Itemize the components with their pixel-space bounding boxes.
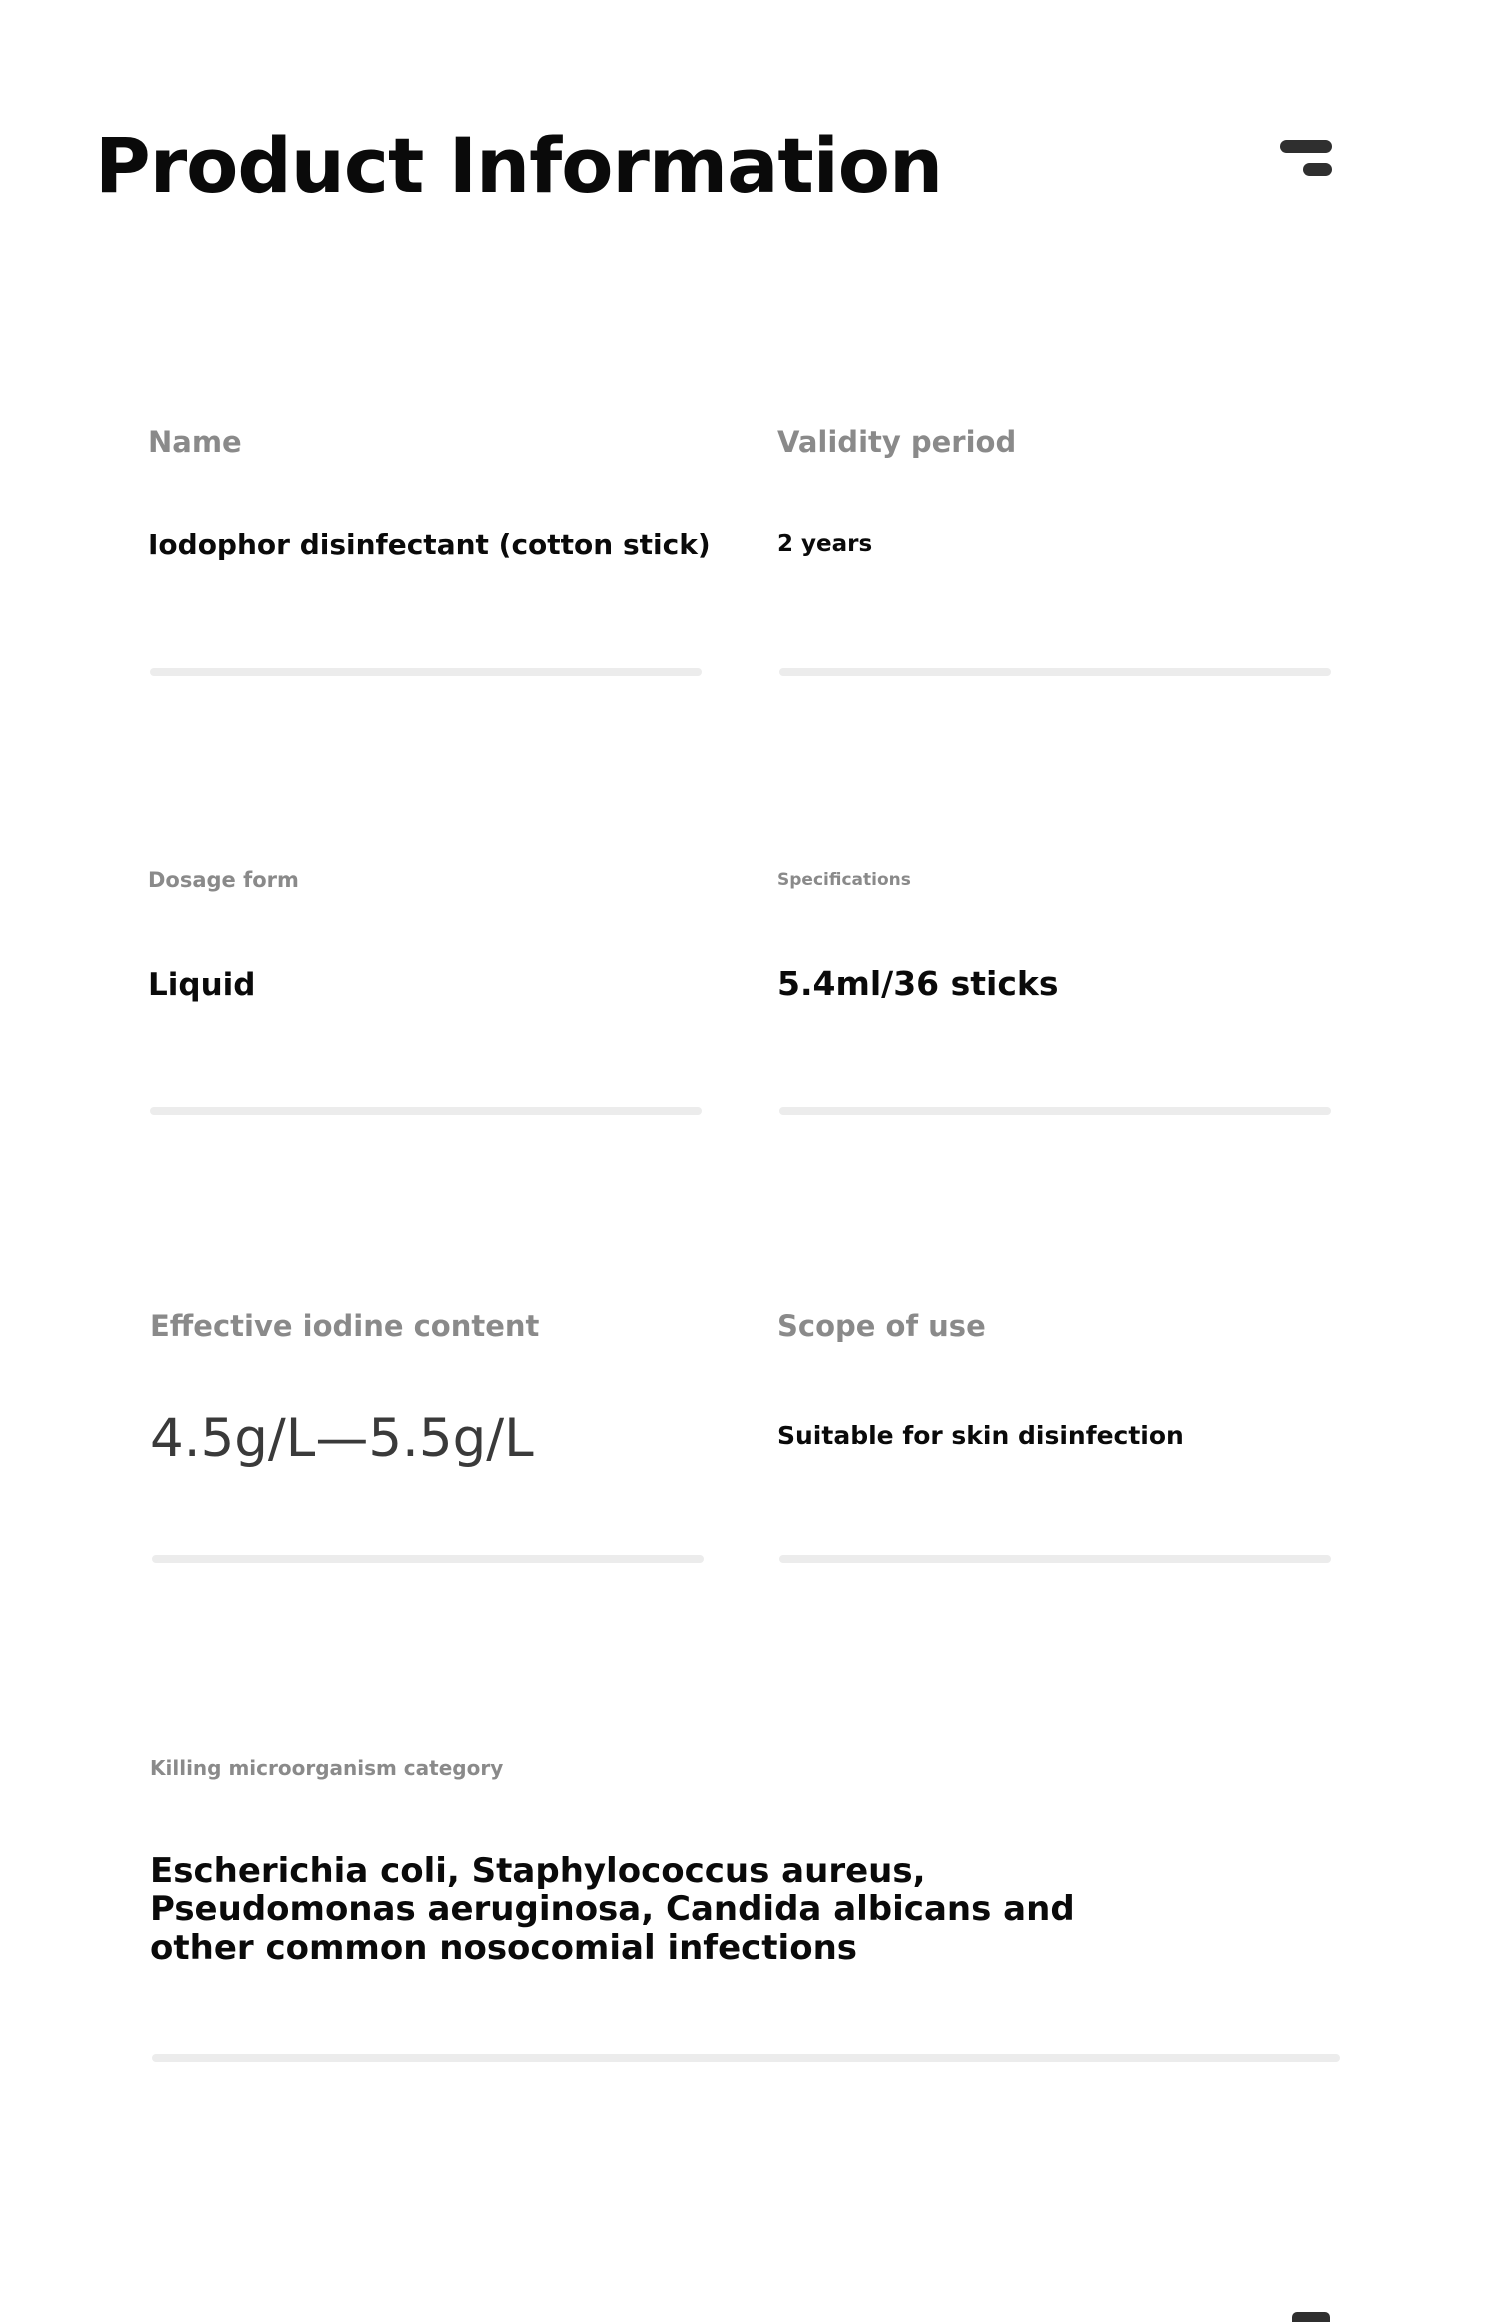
field-value-specifications: 5.4ml/36 sticks [777, 964, 1059, 1003]
menu-icon[interactable] [1280, 138, 1332, 178]
next-section-title-cropped [150, 2300, 440, 2322]
field-divider [150, 1107, 702, 1115]
field-divider [779, 1555, 1331, 1563]
field-divider [779, 1107, 1331, 1115]
field-killing-microorganism-category [150, 1756, 1075, 1968]
field-label-validity-period: Validity period [777, 425, 1017, 459]
field-label-dosage-form: Dosage form [148, 868, 299, 892]
field-value-dosage-form: Liquid [148, 967, 256, 1003]
field-label-specifications: Specifications [777, 870, 911, 890]
field-specifications [777, 870, 1059, 1003]
field-divider [152, 1555, 704, 1563]
field-value-scope-of-use: Suitable for skin disinfection [777, 1421, 1184, 1450]
field-value-validity-period: 2 years [777, 531, 873, 557]
field-divider [150, 668, 702, 676]
field-label-name: Name [148, 425, 242, 459]
field-label-effective-iodine-content: Effective iodine content [150, 1309, 540, 1343]
page-title: Product Information [95, 121, 943, 210]
field-scope-of-use [777, 1309, 1184, 1450]
field-divider [779, 668, 1331, 676]
field-validity-period [777, 425, 1017, 557]
field-dosage-form [148, 868, 299, 1003]
field-value-killing-microorganism-category: Escherichia coli, Staphylococcus aureus, Pseudomonas aeruginosa, Candida albicans and other common nosocomial infections [150, 1851, 1075, 1968]
next-section-icon-cropped [1292, 2312, 1330, 2322]
field-effective-iodine-content [150, 1309, 540, 1469]
menu-icon-bar-bottom [1303, 163, 1332, 176]
field-value-effective-iodine-content: 4.5g/L—5.5g/L [150, 1408, 534, 1469]
field-name [148, 425, 711, 561]
field-label-scope-of-use: Scope of use [777, 1309, 986, 1343]
field-value-name: Iodophor disinfectant (cotton stick) [148, 528, 711, 561]
menu-icon-bar-top [1280, 140, 1332, 153]
field-divider [152, 2054, 1340, 2062]
field-label-killing-microorganism-category: Killing microorganism category [150, 1756, 504, 1780]
